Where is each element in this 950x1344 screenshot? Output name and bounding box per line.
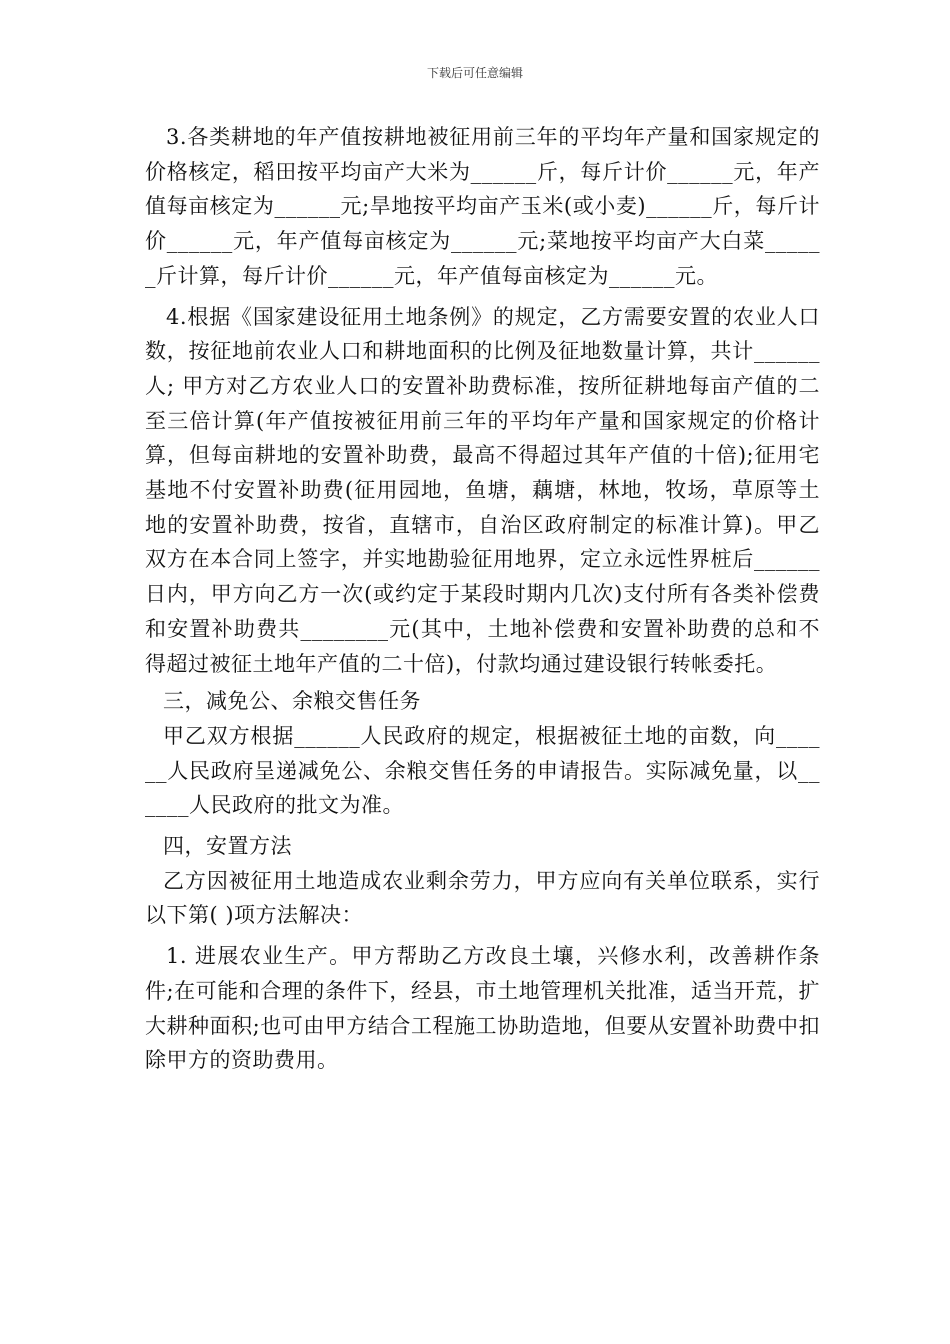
document-body <box>145 120 820 1078</box>
section-heading-grain-quota: 三，减免公、余粮交售任务 <box>163 689 421 714</box>
paragraph-agricultural-production: 1. 进展农业生产。甲方帮助乙方改良土壤，兴修水利，改善耕作条件;在可能和合理的条件下，经县，市土地管理机关批准，适当开荒，扩大耕种面积;也可由甲方结合工程施工协助造地，但要从安置补助费中扣除甲方的资助费用。 <box>145 944 820 1073</box>
paragraph-annual-output-value: 3.各类耕地的年产值按耕地被征用前三年的平均年产量和国家规定的价格核定，稻田按平均亩产大米为______斤，每斤计价______元，年产值每亩核定为______元;旱地按平均亩产玉米(或小麦)______斤，每斤计价______元，年产值每亩核定为______元;菜地按平均亩产大白菜______斤计算，每斤计价______元，年产值每亩核定为______元。 <box>145 125 820 288</box>
paragraph-resettlement-subsidy: 4.根据《国家建设征用土地条例》的规定，乙方需要安置的农业人口数，按征地前农业人口和耕地面积的比例及征地数量计算，共计______人; 甲方对乙方农业人口的安置补助费标准，按所征耕地每亩产值的二至三倍计算(年产值按被征用前三年的平均年产量和国家规定的价格计算，但每亩耕地的安置补助费，最高不得超过其年产值的十倍);征用宅基地不付安置补助费(征用园地，鱼塘，藕塘，林地，牧场，草原等土地的安置补助费，按省，直辖市，自治区政府制定的标准计算)。甲乙双方在本合同上签字，并实地勘验征用地界，定立永远性界桩后______日内，甲方向乙方一次(或约定于某段时期内几次)支付所有各类补偿费和安置补助费共________元(其中，土地补偿费和安置补助费的总和不得超过被征土地年产值的二十倍)，付款均通过建设银行转帐委托。 <box>145 304 820 676</box>
paragraph-surplus-labor: 乙方因被征用土地造成农业剩余劳力，甲方应向有关单位联系，实行以下第( )项方法解决： <box>145 868 820 928</box>
section-heading-resettlement-method: 四，安置方法 <box>163 834 292 859</box>
paragraph-grain-quota-reduction: 甲乙双方根据______人民政府的规定，根据被征土地的亩数，向______人民政府呈递减免公、余粮交售任务的申请报告。实际减免量，以______人民政府的批文为准。 <box>145 723 820 818</box>
page-header: 下载后可任意编辑 <box>426 66 523 80</box>
